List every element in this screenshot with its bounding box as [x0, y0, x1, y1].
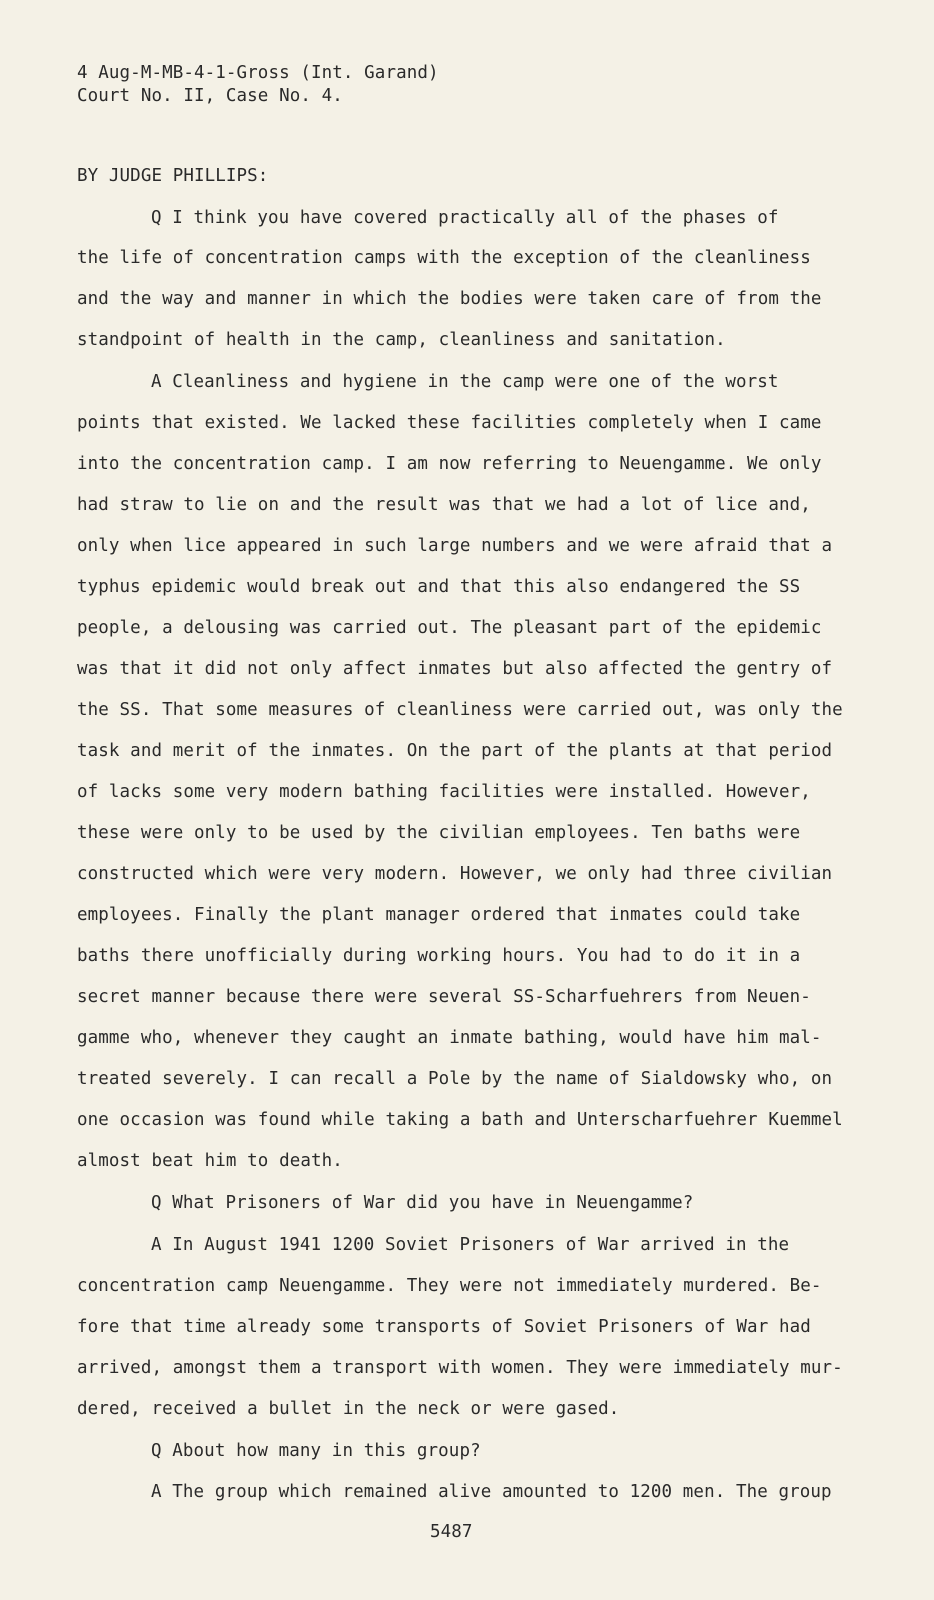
transcript-line: fore that time already some transports of Soviet Prisoners of War had	[77, 1317, 811, 1337]
transcript-line: standpoint of health in the camp, cleanliness and sanitation.	[77, 330, 726, 350]
transcript-line: had straw to lie on and the result was that we had a lot of lice and,	[77, 495, 811, 515]
transcript-line: treated severely. I can recall a Pole by the name of Sialdowsky who, on	[77, 1069, 833, 1089]
transcript-line: and the way and manner in which the bodies were taken care of from the	[77, 289, 822, 309]
transcript-line: was that it did not only affect inmates but also affected the gentry of	[77, 659, 833, 679]
transcript-line: arrived, amongst them a transport with women. They were immediately mur-	[77, 1358, 843, 1378]
transcript-line: secret manner because there were several SS-Scharfuehrers from Neuen-	[77, 987, 811, 1007]
transcript-line: baths there unofficially during working hours. You had to do it in a	[77, 946, 801, 966]
examiner-heading: BY JUDGE PHILLIPS:	[77, 166, 269, 186]
transcript-line: almost beat him to death.	[77, 1151, 343, 1171]
transcript-line: concentration camp Neuengamme. They were not immediately murdered. Be-	[77, 1276, 822, 1296]
transcript-line: of lacks some very modern bathing facilities were installed. However,	[77, 782, 811, 802]
transcript-line: typhus epidemic would break out and that this also endangered the SS	[77, 577, 801, 597]
transcript-line: only when lice appeared in such large numbers and we were afraid that a	[77, 536, 833, 556]
transcript-line: A The group which remained alive amounted to 1200 men. The group	[151, 1482, 832, 1502]
transcript-line: these were only to be used by the civilian employees. Ten baths were	[77, 823, 801, 843]
transcript-line: points that existed. We lacked these facilities completely when I came	[77, 413, 822, 433]
transcript-line: Q I think you have covered practically all of the phases of	[151, 208, 779, 228]
transcript-line: one occasion was found while taking a bath and Unterscharfuehrer Kuemmel	[77, 1110, 843, 1130]
page-number: 5487	[430, 1522, 473, 1542]
transcript-line: employees. Finally the plant manager ordered that inmates could take	[77, 905, 801, 925]
header-court-case: Court No. II, Case No. 4.	[77, 86, 343, 106]
transcript-line: gamme who, whenever they caught an inmate bathing, would have him mal-	[77, 1028, 822, 1048]
transcript-line: into the concentration camp. I am now referring to Neuengamme. We only	[77, 454, 822, 474]
transcript-line: Q What Prisoners of War did you have in Neuengamme?	[151, 1193, 694, 1213]
transcript-line: the SS. That some measures of cleanliness were carried out, was only the	[77, 700, 843, 720]
transcript-line: people, a delousing was carried out. The pleasant part of the epidemic	[77, 618, 822, 638]
transcript-line: A Cleanliness and hygiene in the camp were one of the worst	[151, 372, 779, 392]
transcript-line: task and merit of the inmates. On the part of the plants at that period	[77, 741, 833, 761]
document-header	[77, 62, 439, 108]
transcript-line: the life of concentration camps with the exception of the cleanliness	[77, 248, 811, 268]
transcript-line: A In August 1941 1200 Soviet Prisoners of War arrived in the	[151, 1235, 790, 1255]
transcript-line: Q About how many in this group?	[151, 1441, 481, 1461]
transcript-line: constructed which were very modern. However, we only had three civilian	[77, 864, 833, 884]
header-reference: 4 Aug-M-MB-4-1-Gross (Int. Garand)	[77, 63, 439, 83]
transcript-line: dered, received a bullet in the neck or were gased.	[77, 1399, 620, 1419]
